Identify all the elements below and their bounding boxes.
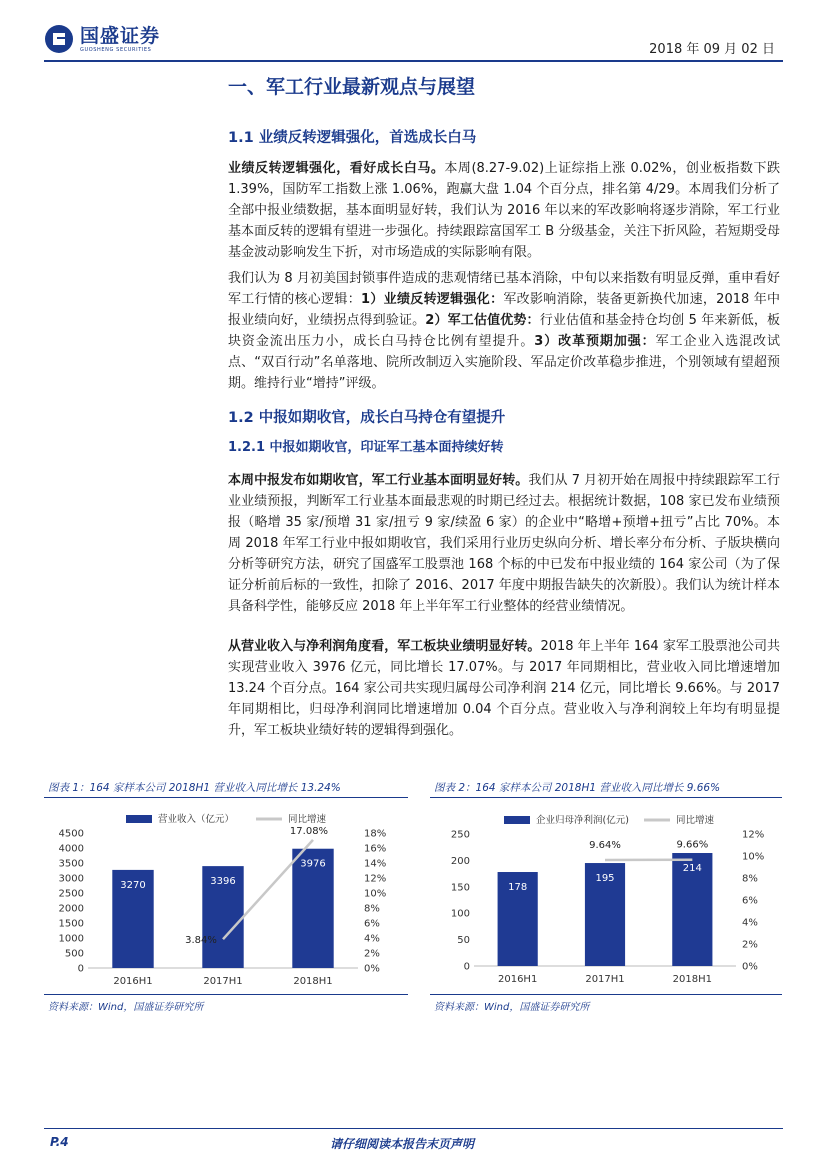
bar-value-label: 178 [508,882,528,894]
bar-value-label: 195 [595,873,615,885]
paragraph-2-text-a: 我们认为 8 月初美国封锁事件造成的悲观情绪已基本消除，中旬以来指数有明显反弹，重申看好军工行情的核心逻辑： [228,271,780,307]
y2-tick-label: 8% [742,873,758,885]
figure-2-source: 资料来源：Wind，国盛证券研究所 [434,1002,590,1013]
y-tick-label: 200 [450,855,470,867]
report-date: 2018 年 09 月 02 日 [649,42,775,57]
y-tick-label: 500 [64,948,84,960]
paragraph-2-bold-1: 1）业绩反转逻辑强化： [361,292,504,307]
paragraph-2-bold-2: 2）军工估值优势： [425,313,540,328]
y2-tick-label: 14% [364,858,387,870]
paragraph-3-lead: 本周中报发布如期收官，军工行业基本面明显好转。 [228,473,529,488]
profit-growth-chart [430,804,782,990]
legend-bar-swatch [126,815,152,823]
paragraph-1-lead: 业绩反转逻辑强化，看好成长白马。 [228,161,445,176]
header-divider [44,60,783,62]
y-tick-label: 100 [450,908,470,920]
figure-1-source: 资料来源：Wind，国盛证券研究所 [48,1002,204,1013]
figure-1-caption: 图表 1：164 家样本公司 2018H1 营业收入同比增长 13.24% [48,782,341,794]
logo-text-cn: 国盛证券 [80,24,161,47]
figure-2-caption-rule [430,797,782,798]
y2-tick-label: 2% [742,939,758,951]
line-value-label: 9.64% [589,839,621,851]
bar-value-label: 3270 [120,879,146,891]
y2-tick-label: 6% [364,918,380,930]
company-logo [44,24,160,54]
paragraph-2-bold-3: 3）改革预期加强： [534,334,656,349]
x-tick-label: 2017H1 [585,974,625,985]
logo-mark-icon [44,24,74,54]
y2-tick-label: 0% [364,963,380,975]
bar-value-label: 3396 [210,876,236,888]
section-title: 一、军工行业最新观点与展望 [228,76,476,98]
y2-tick-label: 18% [364,828,387,840]
y-tick-label: 3000 [58,873,84,885]
logo-text-en: GUOSHENG SECURITIES [80,46,152,53]
figure-1-caption-rule [44,797,408,798]
y-tick-label: 3500 [58,858,84,870]
legend-line-label: 同比增速 [676,815,715,826]
paragraph-3 [228,470,780,617]
y2-tick-label: 4% [364,933,380,945]
footer-divider [44,1128,783,1129]
paragraph-4-lead: 从营业收入与净利润角度看，军工板块业绩明显好转。 [228,639,541,654]
paragraph-1 [228,158,780,263]
y-tick-label: 250 [450,829,470,841]
line-value-label: 9.66% [676,839,709,851]
paragraph-1-text: 本周(8.27-9.02)上证综指上涨 0.02%，创业板指数下跌 1.39%，国防军工指数上涨 1.06%，跑赢大盘 1.04 个百分点，排名第 4/29。本周我们分析了全部中报业绩数据，基本面明显好转，我们认为 2016 年以来的军改影响将逐步消除，军工行业基本面反转的逻辑有望进一步强化。持续跟踪富国军工 B 分级基金，关注下折风险，若短期受母基金波动影响发生下折，对市场造成的实际影响有限。 [228,161,780,260]
y2-tick-label: 10% [364,888,387,900]
bar-value-label: 214 [682,863,702,875]
subsection-title-1-1: 1.1 业绩反转逻辑强化，首选成长白马 [228,130,477,146]
y2-tick-label: 10% [742,851,765,863]
line-value-label: 3.84% [185,935,217,947]
y2-tick-label: 16% [364,843,387,855]
y-tick-label: 150 [450,882,470,894]
line-value-label: 17.08% [289,825,329,837]
y-tick-label: 0 [463,961,470,973]
figure-2-bottom-rule [430,994,782,995]
y-tick-label: 2500 [58,888,84,900]
y-tick-label: 2000 [58,903,84,915]
subsection-title-1-2: 1.2 中报如期收官，成长白马持仓有望提升 [228,410,506,426]
figure-2-caption: 图表 2：164 家样本公司 2018H1 营业收入同比增长 9.66% [434,782,721,794]
y-tick-label: 0 [77,963,84,975]
y-tick-label: 1500 [58,918,84,930]
x-tick-label: 2016H1 [113,976,153,987]
y2-tick-label: 0% [742,961,758,973]
y2-tick-label: 6% [742,895,758,907]
paragraph-4-text: 2018 年上半年 164 家军工股票池公司共实现营业收入 3976 亿元，同比增长 17.07%。与 2017 年同期相比，营业收入同比增速增加 13.24 个百分点。164 家公司共实现归属母公司净利润 214 亿元，同比增长 9.66%。与 2017 年同期相比，归母净利润同比增速增加 0.04 个百分点。营业收入与净利润较上年均有明显提升，军工板块业绩好转的逻辑得到强化。 [228,639,780,738]
y-tick-label: 4500 [58,828,84,840]
page-number: P.4 [50,1135,69,1149]
figure-2-chart [430,804,782,994]
legend-line-label: 同比增速 [288,814,327,825]
paragraph-2 [228,268,780,394]
x-tick-label: 2018H1 [293,976,333,987]
subsection-title-1-2-1: 1.2.1 中报如期收官，印证军工基本面持续好转 [228,440,504,455]
y2-tick-label: 12% [742,829,765,841]
y2-tick-label: 4% [742,917,758,929]
legend-bar-label: 营业收入（亿元） [158,814,235,825]
figure-1-bottom-rule [44,994,408,995]
y-tick-label: 1000 [58,933,84,945]
bar-value-label: 3976 [300,858,326,870]
y2-tick-label: 8% [364,903,380,915]
revenue-growth-chart [44,804,408,990]
y2-tick-label: 2% [364,948,380,960]
y2-tick-label: 12% [364,873,387,885]
paragraph-2-text-c: 军改影响消除，装备更新换代加速，2018 年中报业绩向好，业绩拐点得到验证。 [228,292,781,328]
x-tick-label: 2018H1 [672,974,713,985]
paragraph-3-text: 我们从 7 月初开始在周报中持续跟踪军工行业业绩预报，判断军工行业基本面最悲观的时期已经过去。根据统计数据，108 家已发布业绩预报（略增 35 家/预增 31 家/扭亏 9 家/续盈 6 家）的企业中“略增+预增+扭亏”占比 70%。本周 2018 年军工行业中报如期收官，我们采用行业历史纵向分析、增长率分布分析、子版块横向分析等研究方法，研究了国盛军工股票池 168 个标的中已发布中报业绩的 164 家公司（为了保证分析前后标的一致性，扣除了 2016、2017 年度中期报告缺失的次新股）。我们认为统计样本具备科学性，能够反应 2018 年上半年军工行业整体的经营业绩情况。 [228,473,780,614]
x-tick-label: 2017H1 [203,976,243,987]
paragraph-2-text-d: 行业估值和基金持仓均创 5 年来新低，板块资金流出压力小，成长白马持仓比例有望提升。 [228,313,780,349]
paragraph-4 [228,636,780,741]
y-tick-label: 50 [457,935,470,947]
paragraph-2-text-e: 军工企业入选混改试点、“双百行动”名单落地、院所改制迈入实施阶段、军品定价改革稳步推进，个别领域有望超预期。维持行业“增持”评级。 [228,334,780,391]
legend-bar-swatch [504,816,530,824]
figure-1-chart [44,804,408,994]
y-tick-label: 4000 [58,843,84,855]
legend-bar-label: 企业归母净利润(亿元) [536,815,629,826]
footer-disclaimer: 请仔细阅读本报告末页声明 [330,1137,475,1151]
x-tick-label: 2016H1 [497,974,538,985]
